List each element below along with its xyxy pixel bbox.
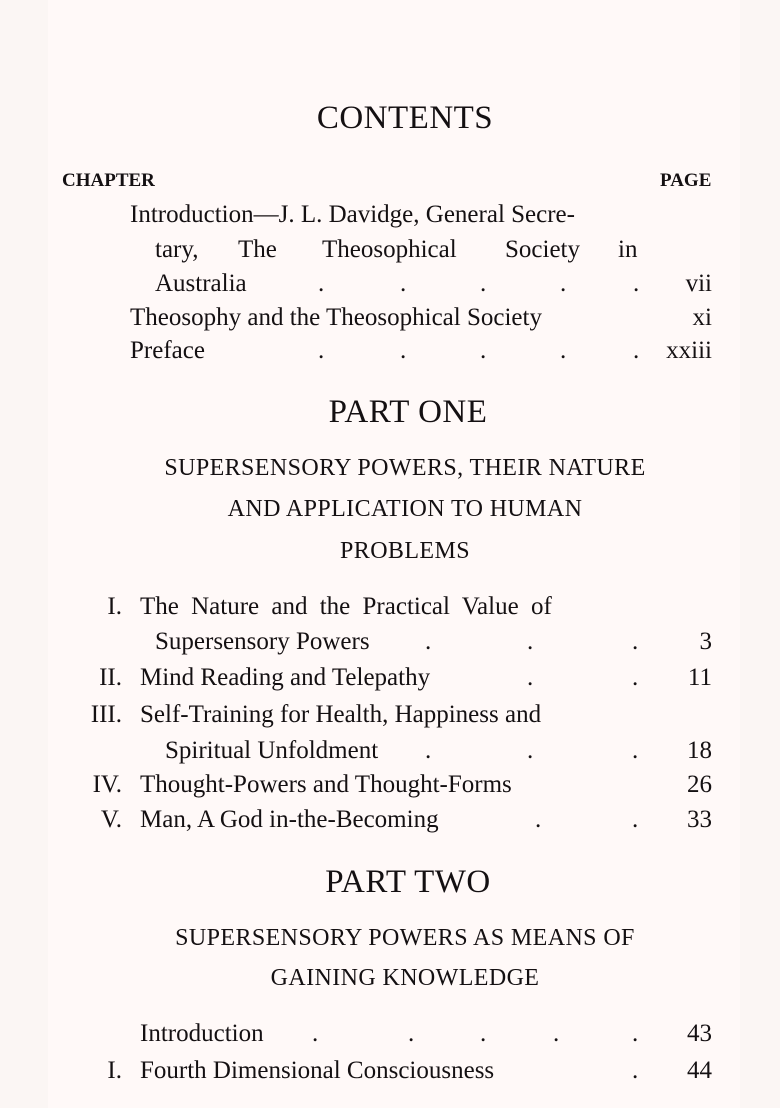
toc-entry-preface: Preface (130, 337, 205, 364)
toc-entry-introduction-word: The (238, 236, 277, 263)
toc-entry-part-two-chapter-1: Fourth Dimensional Consciousness (140, 1057, 495, 1084)
toc-entry-theosophy: Theosophy and the Theosophical Society (130, 304, 542, 331)
toc-entry-chapter-1-line1: The Nature and the Practical Value of (140, 593, 552, 620)
chapter-numeral: V. (100, 806, 122, 833)
leader-dot: . (560, 337, 567, 364)
chapter-numeral: I. (107, 593, 122, 620)
page-number: vii (685, 270, 712, 297)
leader-dot: . (480, 337, 487, 364)
leader-dot: . (632, 664, 639, 691)
page-number: xi (692, 304, 712, 331)
page-number: 26 (687, 771, 712, 798)
toc-entry-introduction-line3: Australia (155, 270, 247, 297)
leader-dot: . (527, 737, 534, 764)
page-number: 44 (687, 1057, 712, 1084)
leader-dot: . (400, 337, 407, 364)
page-number: 11 (687, 664, 712, 691)
chapter-numeral: II. (99, 664, 122, 691)
leader-dot: . (425, 628, 432, 655)
part-one-subtitle-line: PROBLEMS (340, 538, 470, 564)
part-one-subtitle-line: SUPERSENSORY POWERS, THEIR NATURE (164, 455, 646, 481)
leader-dot: . (633, 270, 640, 297)
toc-entry-introduction-word: Society (505, 236, 580, 263)
leader-dot: . (633, 337, 640, 364)
leader-dot: . (632, 628, 639, 655)
page-number: 33 (687, 806, 712, 833)
leader-dot: . (318, 337, 325, 364)
page-number: 18 (687, 737, 712, 764)
leader-dot: . (632, 737, 639, 764)
chapter-numeral: I. (107, 1057, 122, 1084)
leader-dot: . (312, 1020, 319, 1047)
toc-entry-chapter-1-line2: Supersensory Powers (155, 628, 370, 655)
leader-dot: . (632, 1057, 639, 1084)
leader-dot: . (527, 664, 534, 691)
leader-dot: . (425, 737, 432, 764)
page-number: xxiii (666, 337, 712, 364)
page-number: 3 (699, 628, 712, 655)
chapter-numeral: IV. (92, 771, 122, 798)
page-title: CONTENTS (316, 100, 494, 136)
leader-dot: . (318, 270, 325, 297)
part-one-heading: PART ONE (328, 394, 488, 430)
leader-dot: . (527, 628, 534, 655)
toc-entry-chapter-4: Thought-Powers and Thought-Forms (140, 771, 512, 798)
leader-dot: . (480, 270, 487, 297)
chapter-column-header: CHAPTER (62, 170, 155, 191)
part-two-subtitle-line: SUPERSENSORY POWERS AS MEANS OF (175, 925, 635, 951)
leader-dot: . (535, 806, 542, 833)
part-two-heading: PART TWO (325, 864, 491, 900)
page-column-header: PAGE (660, 170, 712, 191)
leader-dot: . (553, 1020, 560, 1047)
leader-dot: . (480, 1020, 487, 1047)
chapter-numeral: III. (90, 701, 122, 728)
leader-dot: . (632, 1020, 639, 1047)
toc-entry-introduction-line1: Introduction—J. L. Davidge, General Secre- (130, 201, 575, 228)
toc-entry-chapter-5: Man, A God in-the-Becoming (140, 806, 439, 833)
toc-entry-introduction-word: tary, (155, 236, 199, 263)
leader-dot: . (632, 806, 639, 833)
toc-entry-chapter-3-line2: Spiritual Unfoldment (165, 737, 379, 764)
toc-entry-introduction-word: in (618, 236, 638, 263)
leader-dot: . (400, 270, 407, 297)
toc-entry-introduction-word: Theosophical (322, 236, 457, 263)
leader-dot: . (408, 1020, 415, 1047)
toc-entry-part-two-introduction: Introduction (140, 1020, 264, 1047)
toc-entry-chapter-3-line1: Self-Training for Health, Happiness and (140, 701, 542, 728)
part-one-subtitle-line: AND APPLICATION TO HUMAN (227, 496, 583, 522)
toc-entry-chapter-2: Mind Reading and Telepathy (140, 664, 431, 691)
part-two-subtitle-line: GAINING KNOWLEDGE (270, 965, 540, 991)
leader-dot: . (560, 270, 567, 297)
page-number: 43 (687, 1020, 712, 1047)
